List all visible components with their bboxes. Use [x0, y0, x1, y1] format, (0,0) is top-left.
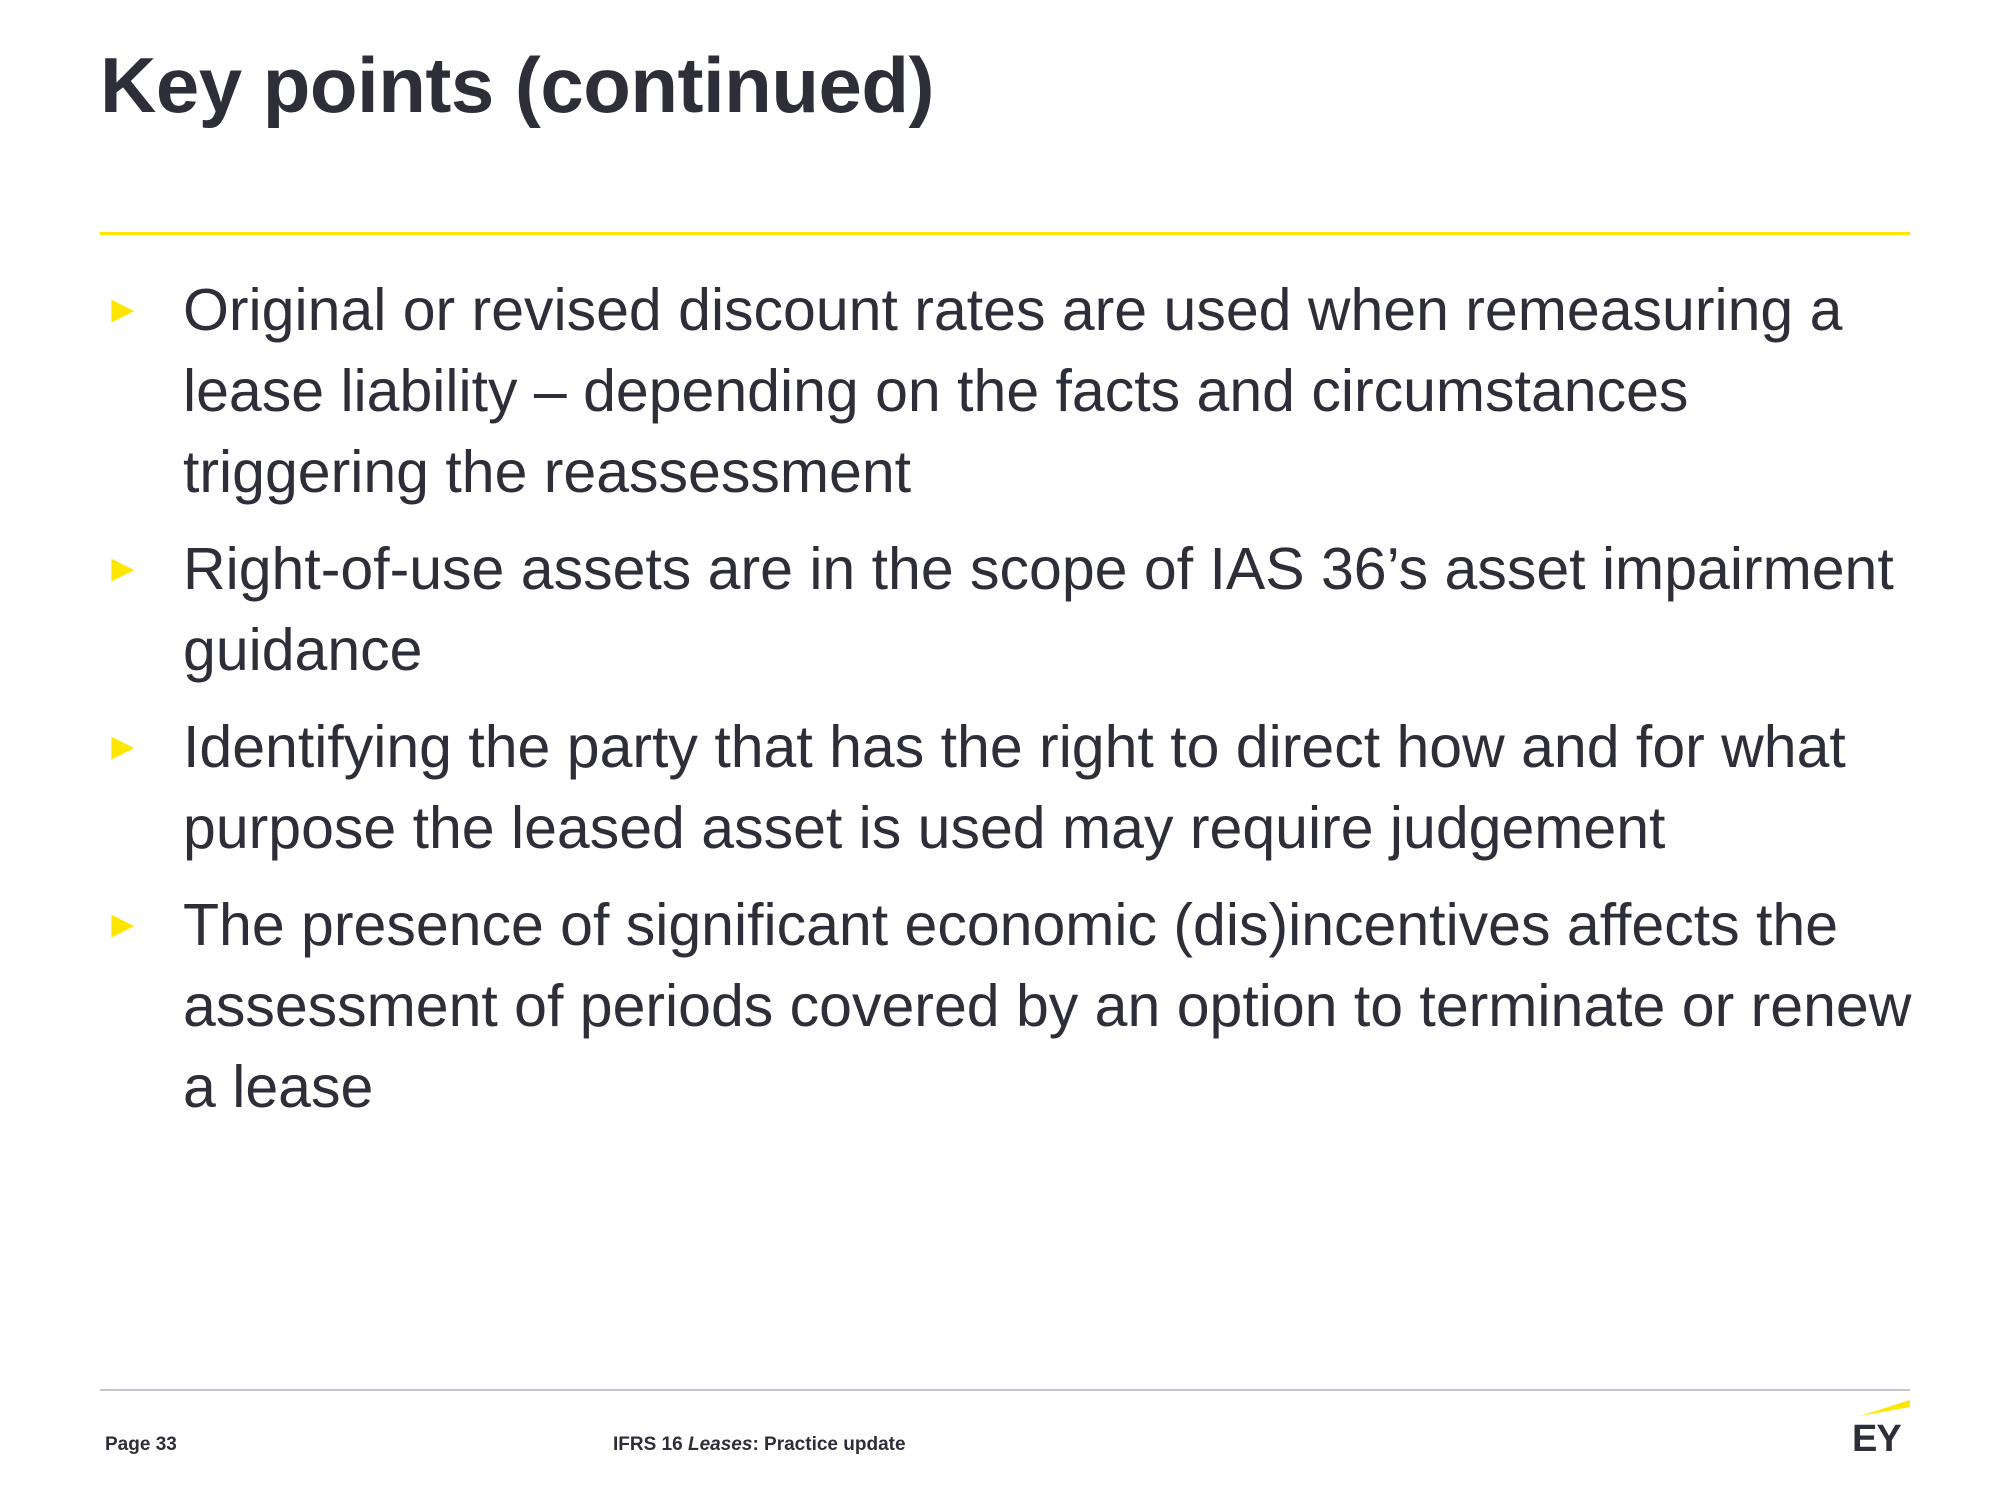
triangle-right-icon: ►: [104, 289, 142, 331]
bullet-text: Identifying the party that has the right to direct how and for what purpose the leased asset is used may require judgement: [183, 714, 1846, 861]
document-title-italic: Leases: [687, 1434, 753, 1455]
ey-beam-icon: [1860, 1400, 1910, 1416]
document-title: [613, 1434, 906, 1456]
bullet-text: Original or revised discount rates are used when remeasuring a lease liability – depending on the facts and circumstances triggering the reassessment: [183, 277, 1843, 505]
document-title-suffix: : Practice update: [752, 1434, 906, 1455]
bullet-text: Right-of-use assets are in the scope of IAS 36’s asset impairment guidance: [183, 536, 1894, 683]
bullet-text: The presence of significant economic (dis)incentives affects the assessment of periods covered by an option to terminate or renew a lease: [183, 892, 1912, 1120]
bullet-list: [100, 270, 1930, 1144]
ey-logo: [1852, 1396, 1912, 1460]
slide-title: Key points (continued): [100, 41, 934, 129]
bullet-item: [100, 270, 1930, 513]
bullet-item: [100, 885, 1930, 1128]
triangle-right-icon: ►: [104, 726, 142, 768]
triangle-right-icon: ►: [104, 548, 142, 590]
bullet-item: [100, 529, 1930, 691]
bullet-item: [100, 707, 1930, 869]
document-title-prefix: IFRS 16: [613, 1434, 688, 1455]
page-number: Page 33: [105, 1434, 177, 1455]
title-divider: [100, 232, 1910, 235]
triangle-right-icon: ►: [104, 904, 142, 946]
footer-divider: [100, 1389, 1910, 1391]
ey-logo-text: EY: [1852, 1418, 1901, 1460]
